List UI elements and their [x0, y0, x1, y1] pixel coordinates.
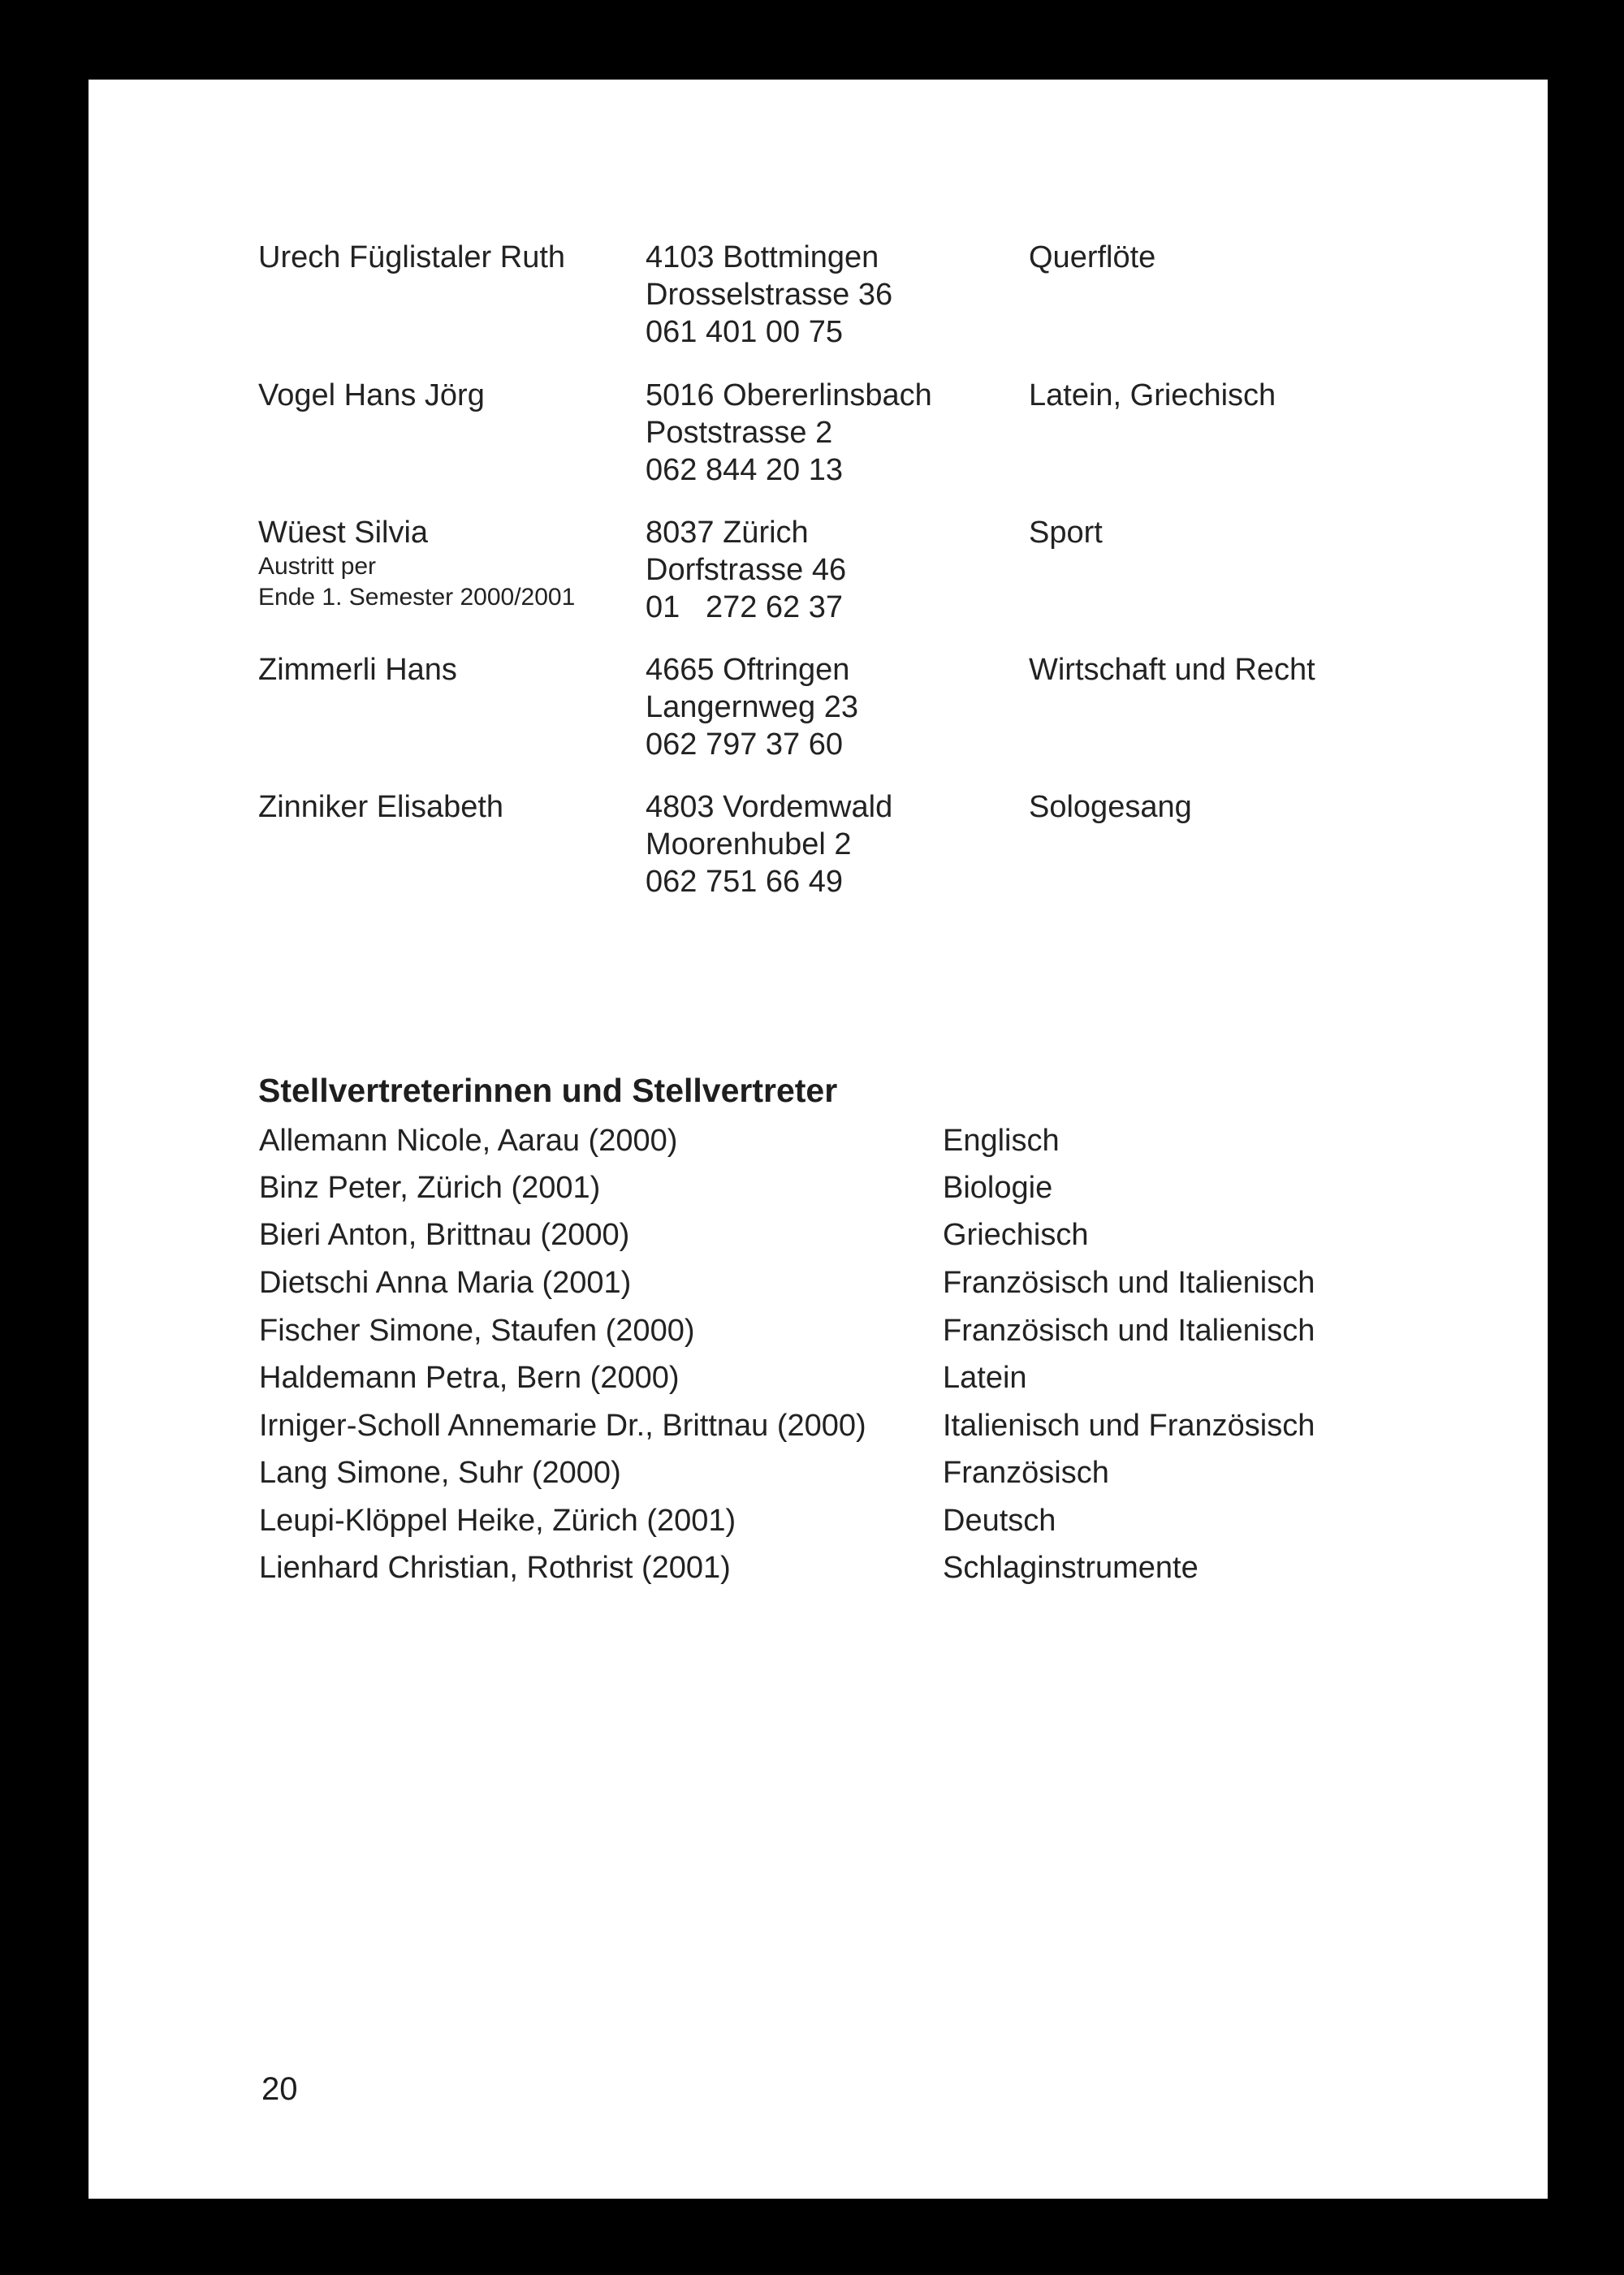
teacher-address	[646, 239, 1052, 351]
teacher-name-column	[258, 377, 640, 414]
address-phone: 062 751 66 49	[646, 865, 844, 899]
address-phone: 062 797 37 60	[646, 727, 844, 762]
substitute-name: Leupi-Klöppel Heike, Zürich (2001)	[259, 1504, 736, 1538]
teacher-name-column	[258, 514, 640, 613]
teacher-subject: Wirtschaft und Recht	[1029, 653, 1315, 687]
address-phone: 01 272 62 37	[646, 590, 843, 624]
substitute-subject: Französisch	[943, 1456, 1109, 1490]
substitute-subject: Französisch und Italienisch	[943, 1266, 1315, 1300]
substitute-subject: Deutsch	[943, 1504, 1056, 1538]
teacher-name-column	[258, 788, 640, 826]
document-page	[89, 80, 1548, 2199]
teacher-subject: Sologesang	[1029, 790, 1192, 824]
teacher-name: Vogel Hans Jörg	[258, 378, 485, 412]
substitute-subject: Biologie	[943, 1171, 1053, 1205]
address-street: Moorenhubel 2	[646, 827, 852, 861]
teacher-address	[646, 788, 1052, 900]
teacher-note: Austritt per	[258, 553, 377, 580]
address-city: 4665 Oftringen	[646, 653, 850, 687]
substitute-subject: Schlaginstrumente	[943, 1551, 1199, 1585]
teacher-name-column	[258, 651, 640, 689]
address-phone: 061 401 00 75	[646, 315, 844, 349]
address-street: Drosselstrasse 36	[646, 278, 893, 312]
substitutes-heading: Stellvertreterinnen und Stellvertreter	[258, 1072, 838, 1109]
teacher-name: Urech Füglistaler Ruth	[258, 240, 566, 274]
teacher-name: Wüest Silvia	[258, 516, 429, 550]
teacher-name: Zinniker Elisabeth	[258, 790, 504, 824]
substitute-name: Fischer Simone, Staufen (2000)	[259, 1314, 695, 1348]
substitute-subject: Latein	[943, 1361, 1027, 1395]
substitute-name: Lienhard Christian, Rothrist (2001)	[259, 1551, 731, 1585]
page-number: 20	[261, 2071, 298, 2107]
teacher-subject: Querflöte	[1029, 240, 1156, 274]
address-phone: 062 844 20 13	[646, 453, 844, 487]
substitute-name: Allemann Nicole, Aarau (2000)	[259, 1124, 678, 1158]
substitute-subject: Italienisch und Französisch	[943, 1409, 1315, 1443]
substitute-name: Irniger-Scholl Annemarie Dr., Brittnau (2000)	[259, 1409, 866, 1443]
substitute-name: Haldemann Petra, Bern (2000)	[259, 1361, 680, 1395]
address-street: Langernweg 23	[646, 690, 858, 724]
address-city: 4803 Vordemwald	[646, 790, 893, 824]
substitute-name: Binz Peter, Zürich (2001)	[259, 1171, 601, 1205]
substitute-name: Bieri Anton, Brittnau (2000)	[259, 1218, 630, 1252]
teacher-subject: Sport	[1029, 516, 1103, 550]
teacher-address	[646, 377, 1052, 489]
address-street: Poststrasse 2	[646, 416, 833, 450]
teacher-address	[646, 514, 1052, 626]
substitute-name: Lang Simone, Suhr (2000)	[259, 1456, 621, 1490]
substitute-subject: Griechisch	[943, 1218, 1089, 1252]
address-city: 5016 Obererlinsbach	[646, 378, 932, 412]
teacher-name: Zimmerli Hans	[258, 653, 457, 687]
teacher-name-column	[258, 239, 640, 276]
address-city: 4103 Bottmingen	[646, 240, 879, 274]
address-street: Dorfstrasse 46	[646, 553, 847, 587]
address-city: 8037 Zürich	[646, 516, 809, 550]
teacher-address	[646, 651, 1052, 763]
teacher-note: Ende 1. Semester 2000/2001	[258, 584, 576, 611]
substitute-subject: Englisch	[943, 1124, 1060, 1158]
teacher-subject: Latein, Griechisch	[1029, 378, 1276, 412]
substitute-name: Dietschi Anna Maria (2001)	[259, 1266, 632, 1300]
substitute-subject: Französisch und Italienisch	[943, 1314, 1315, 1348]
